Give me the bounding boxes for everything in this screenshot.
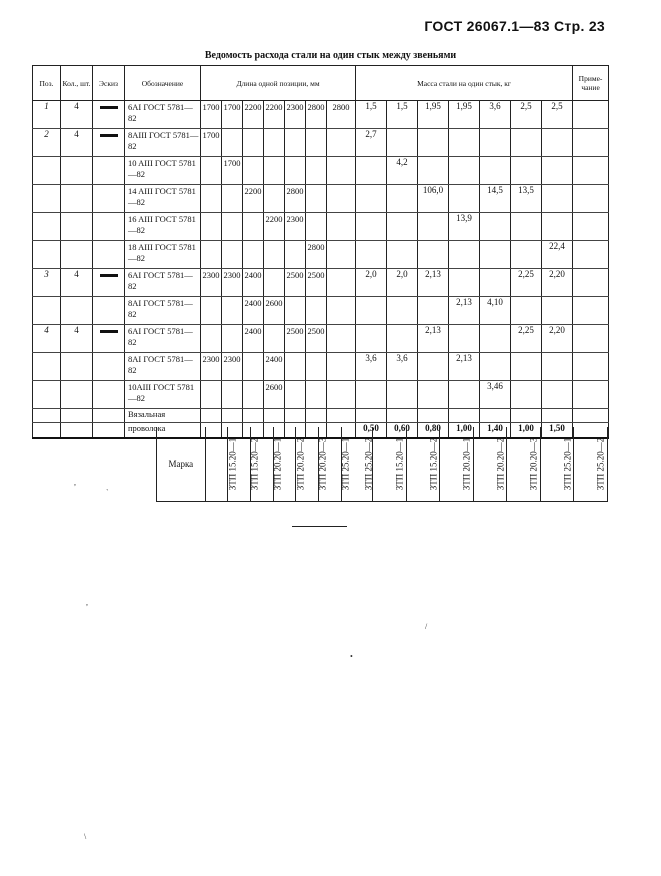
cell-length: [201, 185, 222, 213]
cell-empty: [201, 409, 222, 423]
cell-qty: [61, 157, 93, 185]
cell-mass: 2,20: [542, 269, 573, 297]
cell-length: 2200: [264, 101, 285, 129]
cell-mark: [406, 427, 440, 502]
cell-pos: [33, 353, 61, 381]
cell-length: 2400: [243, 269, 264, 297]
cell-length: [285, 297, 306, 325]
cell-empty: [480, 409, 511, 423]
cell-designation: 6AI ГОСТ 5781—82: [125, 101, 201, 129]
cell-pos: 4: [33, 325, 61, 353]
cell-mass: [511, 381, 542, 409]
scan-speck: /: [425, 622, 428, 631]
cell-length: 2300: [285, 101, 306, 129]
cell-length: 2200: [243, 185, 264, 213]
cell-length: [264, 269, 285, 297]
cell-length: [222, 297, 243, 325]
marks-row: [157, 427, 608, 502]
cell-length: 1700: [201, 129, 222, 157]
mark-label: ЗТП 15.20—2: [428, 437, 439, 491]
cell-mass: [480, 353, 511, 381]
cell-qty: 4: [61, 269, 93, 297]
cell-mark: [540, 427, 574, 502]
col-header-pos: Поз.: [33, 66, 61, 101]
cell-mass: [449, 185, 480, 213]
cell-mass: [511, 157, 542, 185]
mark-label: ЗТП 15.20—2: [249, 437, 260, 491]
cell-length: [327, 297, 356, 325]
cell-mass: 2,25: [511, 269, 542, 297]
cell-mass: [356, 157, 387, 185]
cell-length: [306, 157, 327, 185]
cell-length: 2300: [222, 353, 243, 381]
cell-length: 2500: [285, 269, 306, 297]
cell-sketch: [93, 269, 125, 297]
cell-length: 2300: [285, 213, 306, 241]
cell-designation: 8AI ГОСТ 5781—82: [125, 297, 201, 325]
cell-empty: [222, 409, 243, 423]
cell-length: [201, 381, 222, 409]
cell-sketch: [93, 381, 125, 409]
cell-mass: 3,46: [480, 381, 511, 409]
cell-mass: 4,10: [480, 297, 511, 325]
cell-length: [243, 157, 264, 185]
cell-empty: [356, 409, 387, 423]
cell-mass: [418, 353, 449, 381]
cell-length: 2200: [264, 213, 285, 241]
scan-speck: `: [106, 488, 109, 497]
cell-mass: [542, 213, 573, 241]
cell-length: 2500: [285, 325, 306, 353]
cell-designation: 16 AIII ГОСТ 5781—82: [125, 213, 201, 241]
cell-mass: [418, 297, 449, 325]
cell-empty: [33, 423, 61, 439]
cell-empty: [264, 409, 285, 423]
cell-sketch: [93, 185, 125, 213]
cell-length: [201, 241, 222, 269]
table-row: [33, 353, 609, 381]
cell-length: [327, 325, 356, 353]
cell-qty: 4: [61, 325, 93, 353]
cell-note: [573, 185, 609, 213]
table-row: [33, 129, 609, 157]
mark-label: ЗТП 20.20—1: [272, 437, 283, 491]
document-title: Ведомость расхода стали на один стык между звеньями: [204, 50, 457, 61]
table-row: [33, 101, 609, 129]
mark-label: ЗТП 15.20—1: [394, 437, 405, 491]
table-row: [33, 269, 609, 297]
table-row: [33, 213, 609, 241]
scan-speck: ,: [86, 598, 88, 607]
cell-length: [327, 185, 356, 213]
cell-mass: [387, 381, 418, 409]
cell-mass: [480, 269, 511, 297]
cell-sketch: [93, 213, 125, 241]
cell-mass: 13,9: [449, 213, 480, 241]
cell-length: [306, 129, 327, 157]
mark-label: ЗТП 20.20—3: [528, 437, 539, 491]
cell-length: [201, 297, 222, 325]
cell-note: [573, 381, 609, 409]
table-header-row: [33, 66, 609, 101]
table-row: [33, 297, 609, 325]
cell-length: [243, 241, 264, 269]
cell-mass: 1,5: [356, 101, 387, 129]
scan-speck: ,: [74, 478, 76, 487]
cell-note: [573, 269, 609, 297]
marks-table: [156, 427, 608, 502]
cell-sketch: [93, 325, 125, 353]
cell-length: [243, 381, 264, 409]
cell-mass: [449, 241, 480, 269]
cell-length: 1700: [222, 101, 243, 129]
cell-length: 2800: [306, 101, 327, 129]
cell-length: 2200: [243, 101, 264, 129]
cell-pos: [33, 213, 61, 241]
cell-length: [243, 353, 264, 381]
cell-pos: [33, 297, 61, 325]
cell-mass: [418, 157, 449, 185]
cell-length: [222, 213, 243, 241]
cell-length: [243, 213, 264, 241]
cell-length: [243, 129, 264, 157]
cell-mass: 1,95: [449, 101, 480, 129]
col-header-sketch: Эскиз: [93, 66, 125, 101]
cell-mass: [480, 157, 511, 185]
cell-note: [573, 325, 609, 353]
cell-mass: [356, 325, 387, 353]
cell-mass: [480, 241, 511, 269]
cell-note: [573, 213, 609, 241]
cell-length: [306, 297, 327, 325]
cell-length: [264, 325, 285, 353]
cell-pos: 2: [33, 129, 61, 157]
cell-empty: [449, 409, 480, 423]
mark-label: ЗТП 15.20—1: [226, 437, 237, 491]
col-header-qty: Кол., шт.: [61, 66, 93, 101]
cell-length: 2400: [264, 353, 285, 381]
cell-empty: [542, 409, 573, 423]
cell-mass: 1,5: [387, 101, 418, 129]
cell-length: [264, 185, 285, 213]
cell-length: 2300: [201, 269, 222, 297]
cell-designation: 6AI ГОСТ 5781—82: [125, 325, 201, 353]
cell-length: 2800: [306, 241, 327, 269]
cell-length: [306, 353, 327, 381]
cell-mass: [480, 129, 511, 157]
col-header-designation: Обозначение: [125, 66, 201, 101]
cell-mass: [449, 157, 480, 185]
col-header-length: Длина одной позиции, мм: [201, 66, 356, 101]
cell-mass: [449, 129, 480, 157]
cell-length: [327, 213, 356, 241]
cell-wire-mass: 0,80: [418, 423, 449, 439]
rebar-sketch-icon: [100, 330, 118, 333]
cell-mass: [542, 297, 573, 325]
cell-mark: [507, 427, 541, 502]
cell-mass: 22,4: [542, 241, 573, 269]
cell-length: [222, 241, 243, 269]
cell-sketch: [93, 241, 125, 269]
cell-length: [327, 269, 356, 297]
cell-mass: [480, 325, 511, 353]
cell-designation: 8AI ГОСТ 5781—82: [125, 353, 201, 381]
cell-qty: 4: [61, 129, 93, 157]
mark-label: ЗТП 25.20—1: [562, 437, 573, 491]
cell-mass: 3,6: [387, 353, 418, 381]
mark-label: ЗТП 20.20—1: [461, 437, 472, 491]
cell-length: [306, 213, 327, 241]
page-header: ГОСТ 26067.1—83 Стр. 23: [424, 18, 605, 34]
cell-length: 2500: [306, 269, 327, 297]
cell-empty: [93, 409, 125, 423]
cell-length: 2800: [285, 185, 306, 213]
cell-mass: [511, 241, 542, 269]
cell-mass: 2,13: [449, 353, 480, 381]
cell-length: [222, 129, 243, 157]
cell-mass: [387, 129, 418, 157]
table-row: [33, 381, 609, 409]
cell-mass: [542, 353, 573, 381]
cell-length: [327, 353, 356, 381]
cell-qty: [61, 381, 93, 409]
cell-length: 2600: [264, 381, 285, 409]
cell-empty: [387, 409, 418, 423]
cell-length: [285, 353, 306, 381]
cell-empty: [306, 409, 327, 423]
cell-qty: [61, 185, 93, 213]
cell-mass: [418, 381, 449, 409]
cell-mass: [511, 129, 542, 157]
cell-pos: [33, 241, 61, 269]
cell-mass: 2,13: [418, 325, 449, 353]
cell-sketch: [93, 297, 125, 325]
cell-mass: [387, 325, 418, 353]
cell-pos: 3: [33, 269, 61, 297]
cell-mass: 2,5: [542, 101, 573, 129]
cell-wire-mass: 1,00: [449, 423, 480, 439]
cell-mass: 3,6: [356, 353, 387, 381]
cell-mass: 2,13: [449, 297, 480, 325]
cell-wire-mass: 0,50: [356, 423, 387, 439]
cell-mass: 2,0: [387, 269, 418, 297]
cell-length: 2600: [264, 297, 285, 325]
cell-mass: 14,5: [480, 185, 511, 213]
cell-length: [285, 129, 306, 157]
mark-label: ЗТП 25.20—2: [363, 437, 374, 491]
rebar-sketch-icon: [100, 106, 118, 109]
cell-empty: [573, 409, 609, 423]
cell-mass: [356, 185, 387, 213]
cell-length: 2400: [243, 297, 264, 325]
cell-mass: [449, 381, 480, 409]
cell-mass: [356, 297, 387, 325]
cell-mass: 13,5: [511, 185, 542, 213]
cell-mass: 1,95: [418, 101, 449, 129]
mark-label: ЗТП 25.20—2: [595, 437, 606, 491]
cell-length: [201, 157, 222, 185]
cell-length: 2300: [201, 353, 222, 381]
cell-sketch: [93, 353, 125, 381]
cell-mass: [542, 157, 573, 185]
cell-designation: 10 AIII ГОСТ 5781—82: [125, 157, 201, 185]
cell-wire-mass: 0,60: [387, 423, 418, 439]
cell-length: [201, 213, 222, 241]
cell-mass: [387, 241, 418, 269]
cell-note: [573, 101, 609, 129]
mark-label: ЗТП 20.20—2: [295, 437, 306, 491]
cell-mass: 3,6: [480, 101, 511, 129]
cell-length: [285, 241, 306, 269]
cell-mass: 2,7: [356, 129, 387, 157]
cell-length: 2500: [306, 325, 327, 353]
cell-length: [201, 325, 222, 353]
cell-mass: [356, 241, 387, 269]
cell-mass: 106,0: [418, 185, 449, 213]
cell-mark: [440, 427, 474, 502]
cell-mass: [480, 213, 511, 241]
cell-length: [327, 129, 356, 157]
mark-label: ЗТП 20.20—2: [495, 437, 506, 491]
cell-mass: [449, 325, 480, 353]
cell-length: [327, 157, 356, 185]
cell-mass: 2,20: [542, 325, 573, 353]
cell-mass: 2,13: [418, 269, 449, 297]
cell-empty: [61, 423, 93, 439]
table-row-wire: [33, 409, 609, 423]
cell-empty: [418, 409, 449, 423]
cell-mass: [511, 297, 542, 325]
cell-note: [573, 157, 609, 185]
cell-empty: [285, 409, 306, 423]
cell-mass: [418, 213, 449, 241]
cell-mass: [542, 129, 573, 157]
cell-mass: [542, 185, 573, 213]
rebar-sketch-icon: [100, 274, 118, 277]
cell-qty: [61, 353, 93, 381]
cell-mass: [418, 241, 449, 269]
cell-note: [573, 297, 609, 325]
cell-mark: [373, 427, 407, 502]
table-row: [33, 325, 609, 353]
cell-empty: [243, 409, 264, 423]
separator-rule: [292, 526, 347, 527]
cell-length: 2400: [243, 325, 264, 353]
cell-qty: 4: [61, 101, 93, 129]
cell-mark: [205, 427, 237, 502]
cell-wire-label: Вязальная: [125, 409, 201, 423]
cell-mass: [418, 129, 449, 157]
cell-length: [285, 157, 306, 185]
cell-note: [573, 353, 609, 381]
cell-length: [285, 381, 306, 409]
cell-length: 1700: [201, 101, 222, 129]
cell-pos: [33, 381, 61, 409]
mark-label: ЗТП 20.20—3: [317, 437, 328, 491]
cell-empty: [33, 409, 61, 423]
cell-empty: [61, 409, 93, 423]
cell-designation: 10AIII ГОСТ 5781—82: [125, 381, 201, 409]
cell-sketch: [93, 101, 125, 129]
table-row: [33, 185, 609, 213]
cell-mark: [473, 427, 507, 502]
cell-length: [222, 325, 243, 353]
col-header-mass: Масса стали на один стык, кг: [356, 66, 573, 101]
cell-qty: [61, 213, 93, 241]
rebar-sketch-icon: [100, 134, 118, 137]
cell-length: [327, 381, 356, 409]
marks-label: Марка: [157, 427, 206, 502]
cell-wire-mass: 1,50: [542, 423, 573, 439]
cell-length: [327, 241, 356, 269]
scan-speck: \: [84, 832, 87, 841]
cell-length: [264, 157, 285, 185]
cell-empty: [93, 423, 125, 439]
scan-speck: •: [350, 652, 353, 661]
cell-mass: 2,25: [511, 325, 542, 353]
cell-length: [264, 241, 285, 269]
cell-mass: [511, 353, 542, 381]
col-header-note: Приме- чание: [573, 66, 609, 101]
cell-length: 2800: [327, 101, 356, 129]
cell-mass: 4,2: [387, 157, 418, 185]
table-row: [33, 157, 609, 185]
steel-consumption-table: [32, 65, 609, 439]
cell-sketch: [93, 129, 125, 157]
cell-sketch: [93, 157, 125, 185]
cell-mass: [511, 213, 542, 241]
cell-length: 2300: [222, 269, 243, 297]
table-row: [33, 241, 609, 269]
cell-wire-label: проволока: [125, 423, 201, 439]
cell-length: [222, 381, 243, 409]
cell-mass: [387, 185, 418, 213]
cell-mass: [356, 213, 387, 241]
mark-label: ЗТП 25.20—1: [340, 437, 351, 491]
cell-qty: [61, 241, 93, 269]
cell-wire-mass: 1,00: [511, 423, 542, 439]
cell-wire-mass: 1,40: [480, 423, 511, 439]
cell-qty: [61, 297, 93, 325]
cell-mass: [387, 213, 418, 241]
cell-pos: [33, 157, 61, 185]
cell-note: [573, 241, 609, 269]
cell-mass: [356, 381, 387, 409]
cell-designation: 6AI ГОСТ 5781—82: [125, 269, 201, 297]
cell-empty: [327, 409, 356, 423]
cell-pos: [33, 185, 61, 213]
cell-mass: [542, 381, 573, 409]
cell-length: [306, 185, 327, 213]
cell-designation: 14 AIII ГОСТ 5781—82: [125, 185, 201, 213]
cell-designation: 8AIII ГОСТ 5781—82: [125, 129, 201, 157]
cell-length: [306, 381, 327, 409]
cell-length: [264, 129, 285, 157]
cell-mass: [387, 297, 418, 325]
cell-empty: [511, 409, 542, 423]
cell-designation: 18 AIII ГОСТ 5781—82: [125, 241, 201, 269]
cell-note: [573, 129, 609, 157]
cell-mass: 2,5: [511, 101, 542, 129]
cell-mark: [574, 427, 608, 502]
cell-mass: 2,0: [356, 269, 387, 297]
cell-length: [222, 185, 243, 213]
cell-pos: 1: [33, 101, 61, 129]
cell-length: 1700: [222, 157, 243, 185]
cell-mass: [449, 269, 480, 297]
